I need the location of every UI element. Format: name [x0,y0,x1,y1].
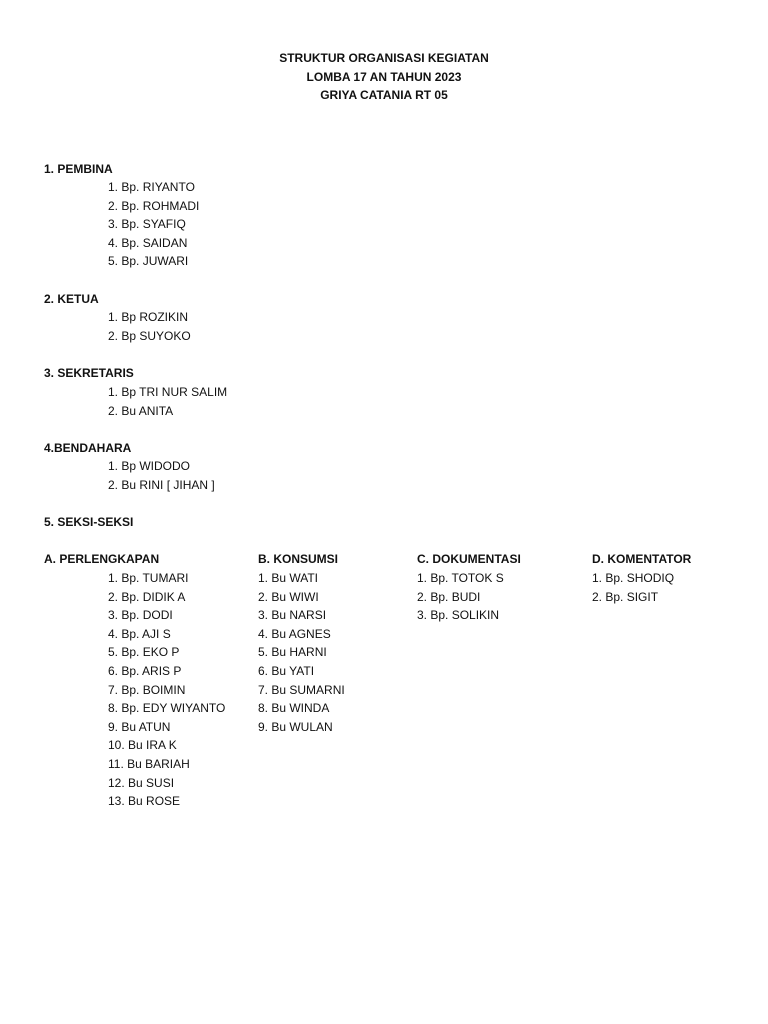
document-title [0,49,768,105]
title-line-2: LOMBA 17 AN TAHUN 2023 [306,69,462,84]
list-item: 3. Bp. DODI [108,608,173,623]
list-item: 6. Bp. ARIS P [108,663,182,678]
list-item: 12. Bu SUSI [108,775,175,790]
title-line-1: STRUKTUR ORGANISASI KEGIATAN [279,51,489,65]
list-item: 2. Bu WIWI [258,589,319,604]
list-item: 5. Bp. JUWARI [108,254,189,269]
member-list-pembina [108,178,199,271]
section-heading-sekretaris: 3. SEKRETARIS [44,366,134,380]
list-item: 9. Bu WULAN [258,719,333,734]
seksi-heading-dokumentasi: C. DOKUMENTASI [417,552,521,566]
list-item: 1. Bp. SHODIQ [592,571,675,585]
list-item: 8. Bp. EDY WIYANTO [108,701,226,716]
list-item: 3. Bu NARSI [258,608,327,623]
title-line-3: GRIYA CATANIA RT 05 [320,88,448,103]
list-item: 2. Bu RINI [ JIHAN ] [108,477,215,492]
list-item: 11. Bu BARIAH [108,756,190,771]
seksi-heading-komentator: D. KOMENTATOR [592,552,692,566]
seksi-heading-konsumsi: B. KONSUMSI [258,552,339,566]
list-item: 1. Bp WIDODO [108,459,191,473]
section-heading-bendahara: 4.BENDAHARA [44,441,132,455]
list-item: 1. Bu WATI [258,571,319,585]
member-list-perlengkapan [108,569,225,811]
list-item: 2. Bp. ROHMADI [108,198,200,213]
list-item: 1. Bp. RIYANTO [108,180,195,194]
list-item: 4. Bp. AJI S [108,626,171,641]
seksi-heading-perlengkapan: A. PERLENGKAPAN [44,552,160,566]
list-item: 8. Bu WINDA [258,701,330,716]
member-list-komentator [592,569,674,606]
member-list-ketua [108,308,191,345]
list-item: 3. Bp. SYAFIQ [108,217,186,232]
list-item: 13. Bu ROSE [108,794,181,809]
list-item: 1. Bp TRI NUR SALIM [108,385,228,399]
member-list-konsumsi [258,569,345,736]
list-item: 7. Bu SUMARNI [258,682,345,697]
section-heading-pembina: 1. PEMBINA [44,162,113,176]
section-heading-seksi: 5. SEKSI-SEKSI [44,515,134,529]
member-list-sekretaris [108,383,227,420]
list-item: 7. Bp. BOIMIN [108,682,186,697]
list-item: 5. Bp. EKO P [108,645,180,660]
list-item: 1. Bp. TOTOK S [417,571,504,585]
list-item: 5. Bu HARNI [258,645,327,660]
list-item: 4. Bp. SAIDAN [108,235,188,250]
list-item: 10. Bu IRA K [108,738,177,753]
list-item: 2. Bp SUYOKO [108,328,191,343]
list-item: 2. Bp. DIDIK A [108,589,186,604]
list-item: 1. Bp. TUMARI [108,571,189,585]
list-item: 3. Bp. SOLIKIN [417,608,500,623]
list-item: 2. Bp. BUDI [417,589,481,604]
list-item: 2. Bu ANITA [108,403,174,418]
section-heading-ketua: 2. KETUA [44,292,99,306]
list-item: 4. Bu AGNES [258,626,331,641]
list-item: 1. Bp ROZIKIN [108,310,189,324]
member-list-dokumentasi [417,569,504,625]
member-list-bendahara [108,457,215,494]
list-item: 2. Bp. SIGIT [592,589,659,604]
list-item: 6. Bu YATI [258,663,315,678]
list-item: 9. Bu ATUN [108,719,171,734]
